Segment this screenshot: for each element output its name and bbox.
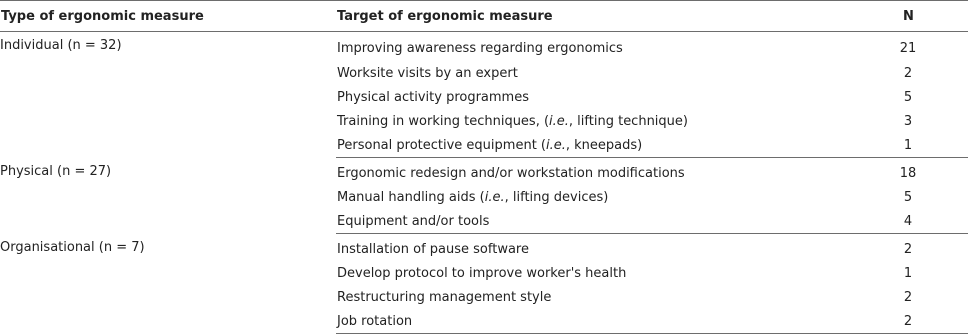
measure-target-italic: i.e. — [484, 189, 505, 205]
measure-target: Physical activity programmes — [337, 89, 529, 105]
measure-count: 1 — [903, 265, 913, 281]
measure-type-organisational: Organisational (n = 7) — [0, 239, 145, 255]
measure-count: 2 — [903, 289, 913, 305]
measure-target: Job rotation — [336, 309, 860, 334]
measure-count: 3 — [903, 113, 913, 129]
measure-type-physical: Physical (n = 27) — [0, 163, 112, 179]
measure-target: Installation of pause software — [337, 241, 529, 257]
measure-target-text: Manual handling aids ( — [337, 189, 485, 205]
measure-count: 5 — [903, 89, 913, 105]
measure-count: 21 — [899, 40, 917, 56]
column-header-n: N — [860, 1, 968, 32]
column-header-type: Type of ergonomic measure — [0, 1, 336, 32]
column-header-target: Target of ergonomic measure — [336, 1, 860, 32]
measure-count: 18 — [899, 165, 917, 181]
measure-target: Improving awareness regarding ergonomics — [337, 40, 623, 56]
measure-target-text: Personal protective equipment ( — [337, 137, 546, 153]
table-row — [0, 32, 968, 62]
measure-target-italic: i.e. — [549, 113, 569, 129]
measure-target: Develop protocol to improve worker's health — [337, 265, 627, 281]
measure-target-text: , kneepads) — [565, 137, 643, 153]
measure-target — [336, 109, 860, 133]
measure-target — [336, 185, 860, 209]
measure-count: 2 — [903, 241, 913, 257]
measure-target: Ergonomic redesign and/or workstation modifications — [337, 165, 685, 181]
measure-target-italic: i.e. — [546, 137, 566, 153]
measure-target — [336, 133, 860, 158]
measure-count: 2 — [903, 65, 913, 81]
measure-count: 1 — [860, 133, 968, 158]
table-header-row — [0, 1, 968, 32]
measure-target: Restructuring management style — [337, 289, 552, 305]
measure-type-individual: Individual (n = 32) — [0, 38, 122, 53]
measure-target: Worksite visits by an expert — [337, 65, 518, 81]
table-row — [0, 234, 968, 262]
table-row — [0, 158, 968, 186]
measure-target-text: , lifting devices) — [504, 189, 609, 205]
measure-count: 2 — [860, 309, 968, 334]
measure-target-text: , lifting technique) — [568, 113, 688, 129]
measure-count: 5 — [903, 189, 913, 205]
measure-target-text: Training in working techniques, ( — [337, 113, 550, 129]
measure-count: 4 — [860, 209, 968, 234]
measure-target: Equipment and/or tools — [336, 209, 860, 234]
